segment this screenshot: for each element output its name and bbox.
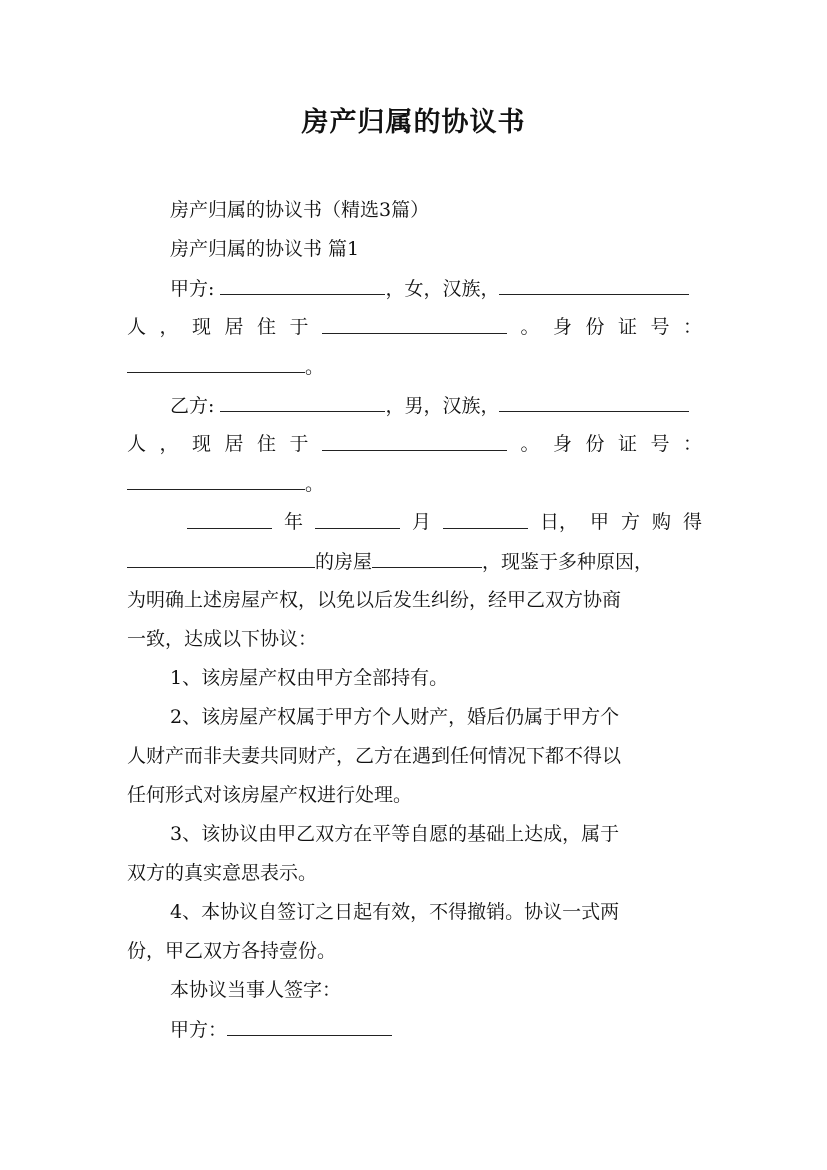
party-a-line: 甲方: ，女，汉族， (170, 276, 702, 301)
property-location-blank[interactable] (127, 549, 315, 568)
clause-2: 2、该房屋产权属于甲方个人财产，婚后仍属于甲方个 (170, 706, 620, 728)
party-a-address-line: 人 ， 现 居 住 于 。 身 份 证 号 ： (127, 316, 702, 338)
purchase-date-line: 年 月 日， 甲 方 购 得 (187, 510, 702, 534)
body-line: 一致，达成以下协议： (127, 628, 318, 650)
party-a-name-blank[interactable] (220, 276, 385, 295)
party-a-address-blank[interactable] (322, 315, 507, 334)
subtitle-line: 房产归属的协议书（精选3篇） (170, 199, 430, 221)
section-heading: 房产归属的协议书 篇1 (170, 238, 360, 260)
party-b-line: 乙方: ，男，汉族， (170, 393, 702, 418)
party-a-ethnicity-blank[interactable] (499, 276, 689, 295)
property-description-blank[interactable] (372, 549, 482, 568)
party-b-id-blank[interactable] (127, 471, 305, 490)
month-blank[interactable] (315, 510, 400, 529)
signature-heading: 本协议当事人签字： (170, 979, 342, 1001)
clause-3-cont: 双方的真实意思表示。 (127, 862, 318, 884)
clause-2-cont: 人财产而非夫妻共同财产，乙方在遇到任何情况下都不得以 (127, 745, 622, 767)
day-blank[interactable] (443, 510, 528, 529)
clause-3: 3、该协议由甲乙双方在平等自愿的基础上达成，属于 (170, 823, 620, 845)
party-b-address-blank[interactable] (322, 432, 507, 451)
document-title: 房产归属的协议书 (301, 107, 526, 138)
clause-4: 4、本协议自签订之日起有效，不得撤销。协议一式两 (170, 901, 620, 923)
party-a-id-blank[interactable] (127, 354, 305, 373)
property-line: 的房屋 ，现鉴于多种原因， (127, 549, 702, 574)
party-b-name-blank[interactable] (220, 393, 385, 412)
party-b-address-line: 人 ， 现 居 住 于 。 身 份 证 号 ： (127, 433, 702, 455)
party-a-signature-line: 甲方： (170, 1017, 702, 1042)
body-line: 为明确上述房屋产权，以免以后发生纠纷，经甲乙双方协商 (127, 589, 622, 611)
party-a-signature-blank[interactable] (227, 1017, 392, 1036)
party-b-id-line: 。 (127, 471, 702, 496)
party-a-id-line: 。 (127, 354, 702, 379)
clause-4-cont: 份，甲乙双方各持壹份。 (127, 940, 337, 962)
clause-1: 1、该房屋产权由甲方全部持有。 (170, 667, 449, 689)
year-blank[interactable] (187, 510, 272, 529)
clause-2-cont: 任何形式对该房屋产权进行处理。 (127, 784, 413, 806)
party-b-ethnicity-blank[interactable] (499, 393, 689, 412)
